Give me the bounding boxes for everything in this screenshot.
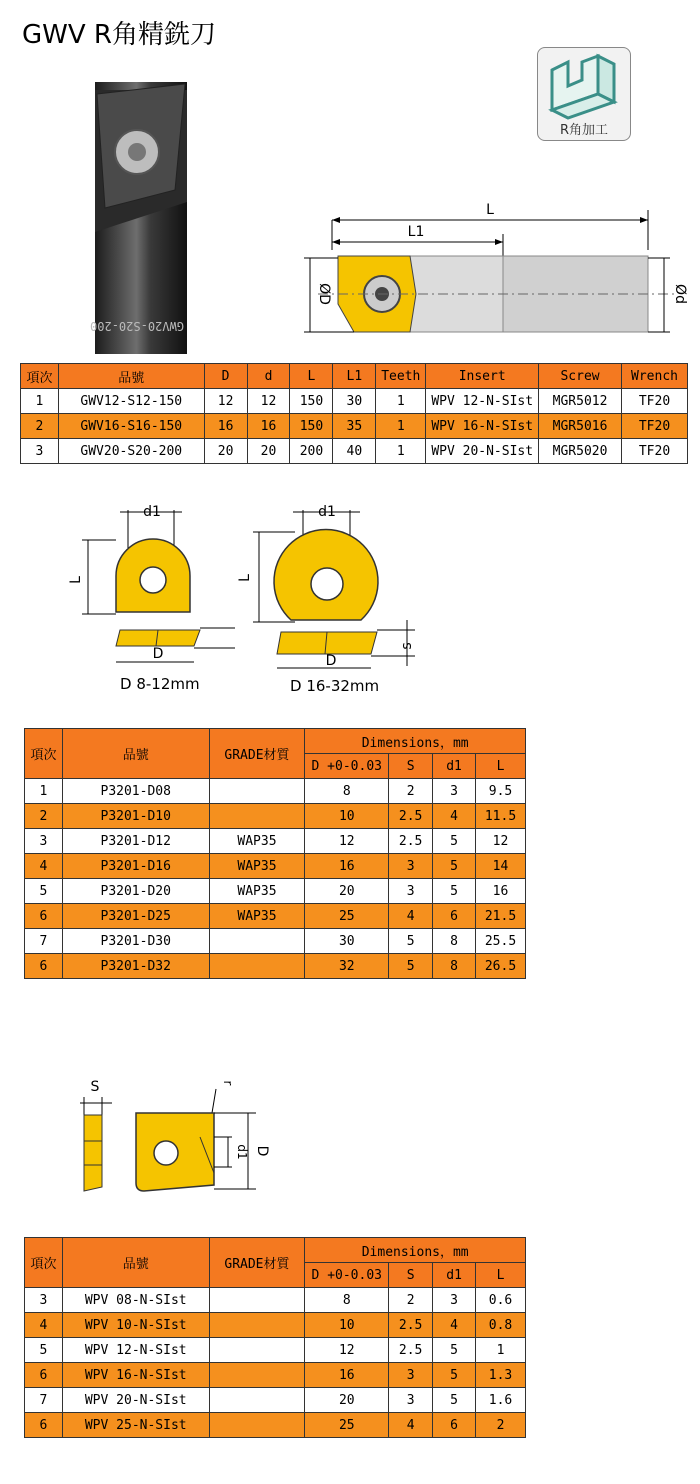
cell: WPV 16-N-SIst <box>426 414 539 439</box>
cell: WPV 08-N-SIst <box>62 1288 209 1313</box>
cell: 12 <box>204 389 247 414</box>
dim-S-label: S <box>90 1079 100 1095</box>
table-row <box>25 1363 526 1388</box>
cell: 25 <box>305 1413 389 1438</box>
cell <box>209 1313 305 1338</box>
header-cell: 項次 <box>25 1238 63 1288</box>
header-cell: Teeth <box>376 364 426 389</box>
cell: 12 <box>476 829 526 854</box>
cell: 150 <box>290 389 333 414</box>
cell: WPV 25-N-SIst <box>62 1413 209 1438</box>
insert-grade-table <box>24 728 526 979</box>
table-row <box>21 389 688 414</box>
cell: 2 <box>21 414 59 439</box>
cell: 1 <box>25 779 63 804</box>
header-cell: L <box>290 364 333 389</box>
table-row <box>25 954 526 979</box>
cell: 2.5 <box>389 1313 433 1338</box>
cell: 8 <box>433 954 476 979</box>
cell: 9.5 <box>476 779 526 804</box>
cell <box>209 804 305 829</box>
cell <box>209 779 305 804</box>
cell: 3 <box>25 829 63 854</box>
cell: 0.6 <box>476 1288 526 1313</box>
header-cell: 項次 <box>21 364 59 389</box>
cell: 6 <box>25 1363 63 1388</box>
badge-label: R角加工 <box>559 123 609 138</box>
cell: 2.5 <box>389 804 433 829</box>
cell: 4 <box>389 904 433 929</box>
cell: 5 <box>389 954 433 979</box>
cell: 2.5 <box>389 1338 433 1363</box>
dim-L1-label: L1 <box>407 224 425 240</box>
header-cell: L <box>476 1263 526 1288</box>
cell: 3 <box>433 1288 476 1313</box>
cell: 16 <box>305 854 389 879</box>
cell: WAP35 <box>209 829 305 854</box>
header-cell: GRADE材質 <box>209 729 305 779</box>
cell: 3 <box>389 1363 433 1388</box>
header-cell: d <box>247 364 290 389</box>
table-row <box>25 1288 526 1313</box>
table-header-row <box>21 364 688 389</box>
cell: 5 <box>25 1338 63 1363</box>
cell: 25 <box>305 904 389 929</box>
cell: 16 <box>247 414 290 439</box>
cell: WPV 20-N-SIst <box>62 1388 209 1413</box>
cell: 16 <box>476 879 526 904</box>
cell: 6 <box>25 954 63 979</box>
header-cell: Insert <box>426 364 539 389</box>
cell: P3201-D10 <box>62 804 209 829</box>
header-cell: Wrench <box>622 364 688 389</box>
cell: 3 <box>25 1288 63 1313</box>
header-cell: d1 <box>433 754 476 779</box>
dim-D-label: ØD <box>316 283 332 305</box>
cell <box>209 1388 305 1413</box>
insert-caption-large: D 16-32mm <box>290 677 380 695</box>
cell: WPV 12-N-SIst <box>62 1338 209 1363</box>
cell: GWV16-S16-150 <box>58 414 204 439</box>
cell: 32 <box>305 954 389 979</box>
dim-d1-label: d1 <box>143 504 161 520</box>
dim-r-label: r <box>221 1080 235 1086</box>
cell: 1.6 <box>476 1388 526 1413</box>
table-row <box>21 439 688 464</box>
cell: 6 <box>25 1413 63 1438</box>
cell: 3 <box>389 1388 433 1413</box>
cell: 20 <box>305 1388 389 1413</box>
cell: 12 <box>247 389 290 414</box>
insert-caption-small: D 8-12mm <box>120 675 200 693</box>
table-row <box>25 904 526 929</box>
cell: 20 <box>305 879 389 904</box>
header-cell: L <box>476 754 526 779</box>
header-cell: 品號 <box>62 1238 209 1288</box>
cell: TF20 <box>622 389 688 414</box>
table-row <box>25 779 526 804</box>
cell: 12 <box>305 829 389 854</box>
cell: WPV 20-N-SIst <box>426 439 539 464</box>
header-cell: 品號 <box>62 729 209 779</box>
table-row <box>25 854 526 879</box>
cell: TF20 <box>622 439 688 464</box>
cell: 5 <box>433 1338 476 1363</box>
cell: 40 <box>333 439 376 464</box>
table-row <box>25 1388 526 1413</box>
cell: 2 <box>25 804 63 829</box>
cell: MGR5012 <box>539 389 622 414</box>
cell: P3201-D08 <box>62 779 209 804</box>
cell: 6 <box>25 904 63 929</box>
wpv-insert-drawing <box>60 1075 280 1205</box>
cell: 3 <box>389 879 433 904</box>
cell: 2 <box>476 1413 526 1438</box>
cell: 8 <box>433 929 476 954</box>
cell: 25.5 <box>476 929 526 954</box>
cell <box>209 929 305 954</box>
dim-D-label: D <box>254 1145 270 1157</box>
cell: WAP35 <box>209 854 305 879</box>
cell: TF20 <box>622 414 688 439</box>
cell: 16 <box>305 1363 389 1388</box>
dim-L-label: L <box>486 202 494 218</box>
cell: 3 <box>21 439 59 464</box>
cell: 11.5 <box>476 804 526 829</box>
cell: 12 <box>305 1338 389 1363</box>
tool-drawing <box>298 200 690 350</box>
header-cell: 品號 <box>58 364 204 389</box>
cell: 30 <box>305 929 389 954</box>
cell: 6 <box>433 904 476 929</box>
page-title: GWV R角精銑刀 <box>22 20 216 50</box>
header-cell: Dimensions，mm <box>305 1238 526 1263</box>
cell: P3201-D12 <box>62 829 209 854</box>
cell: P3201-D25 <box>62 904 209 929</box>
cell: WAP35 <box>209 904 305 929</box>
table-header-row <box>25 1238 526 1263</box>
cell: WPV 10-N-SIst <box>62 1313 209 1338</box>
header-cell: Dimensions，mm <box>305 729 526 754</box>
cell: MGR5020 <box>539 439 622 464</box>
cell: 4 <box>25 854 63 879</box>
cell: P3201-D30 <box>62 929 209 954</box>
cell: GWV20-S20-200 <box>58 439 204 464</box>
header-cell: GRADE材質 <box>209 1238 305 1288</box>
cell: 10 <box>305 804 389 829</box>
cell <box>209 954 305 979</box>
cell: 4 <box>389 1413 433 1438</box>
dim-D-label: D <box>152 646 164 662</box>
cell: 1 <box>476 1338 526 1363</box>
table-header-row <box>25 729 526 754</box>
cell: 3 <box>389 854 433 879</box>
cell: 4 <box>433 1313 476 1338</box>
cell: WPV 12-N-SIst <box>426 389 539 414</box>
header-cell: d1 <box>433 1263 476 1288</box>
cell: 7 <box>25 1388 63 1413</box>
cell: 1 <box>21 389 59 414</box>
cell: GWV12-S12-150 <box>58 389 204 414</box>
cell: 7 <box>25 929 63 954</box>
cell: 5 <box>433 854 476 879</box>
cell: 1 <box>376 389 426 414</box>
cell: 1.3 <box>476 1363 526 1388</box>
header-cell: D +0-0.03 <box>305 1263 389 1288</box>
cell: 8 <box>305 1288 389 1313</box>
table-row <box>25 829 526 854</box>
cell: 21.5 <box>476 904 526 929</box>
tool-photo <box>75 82 205 354</box>
table-row <box>25 1338 526 1363</box>
header-cell: D +0-0.03 <box>305 754 389 779</box>
cell <box>209 1363 305 1388</box>
cell: P3201-D16 <box>62 854 209 879</box>
cell: WPV 16-N-SIst <box>62 1363 209 1388</box>
r-corner-badge <box>537 47 631 141</box>
cell: P3201-D32 <box>62 954 209 979</box>
cell <box>209 1338 305 1363</box>
table-row <box>25 1313 526 1338</box>
table-row <box>25 804 526 829</box>
header-cell: D <box>204 364 247 389</box>
cell: 200 <box>290 439 333 464</box>
cell <box>209 1288 305 1313</box>
cell: 2 <box>389 779 433 804</box>
cell: 2.5 <box>389 829 433 854</box>
cell: 16 <box>204 414 247 439</box>
cell: MGR5016 <box>539 414 622 439</box>
header-cell: Screw <box>539 364 622 389</box>
table-row <box>25 929 526 954</box>
table-row <box>25 1413 526 1438</box>
cell: 6 <box>433 1413 476 1438</box>
cell: 5 <box>433 829 476 854</box>
cell: 5 <box>25 879 63 904</box>
cell: 5 <box>433 1363 476 1388</box>
dim-L-label: L <box>237 574 253 582</box>
cell: 26.5 <box>476 954 526 979</box>
cell: 1 <box>376 414 426 439</box>
cell: 4 <box>433 804 476 829</box>
cell: 1 <box>376 439 426 464</box>
cell: 0.8 <box>476 1313 526 1338</box>
header-cell: 項次 <box>25 729 63 779</box>
cell: 5 <box>389 929 433 954</box>
cell: 150 <box>290 414 333 439</box>
cell: WAP35 <box>209 879 305 904</box>
dim-d1-label: d1 <box>318 504 336 520</box>
cell: 20 <box>204 439 247 464</box>
dim-L-label: L <box>68 576 84 584</box>
dim-s-label: s <box>399 642 415 650</box>
header-cell: S <box>389 754 433 779</box>
header-cell: L1 <box>333 364 376 389</box>
dim-d1-label: d1 <box>235 1144 249 1160</box>
table-row <box>21 414 688 439</box>
tool-spec-table <box>20 363 688 464</box>
cell: 14 <box>476 854 526 879</box>
cell: 3 <box>433 779 476 804</box>
cell: 20 <box>247 439 290 464</box>
cell: 10 <box>305 1313 389 1338</box>
cell: 35 <box>333 414 376 439</box>
cell: 2 <box>389 1288 433 1313</box>
dim-d-label: Ød <box>672 284 688 304</box>
wpv-insert-table <box>24 1237 526 1438</box>
table-row <box>25 879 526 904</box>
shank-engraving: GWV20-S20-200 <box>90 319 184 333</box>
r-groove-icon <box>538 50 630 120</box>
dim-D-label: D <box>325 653 337 669</box>
insert-drawing-large <box>235 498 425 678</box>
cell: 4 <box>25 1313 63 1338</box>
cell: 8 <box>305 779 389 804</box>
cell: P3201-D20 <box>62 879 209 904</box>
header-cell: S <box>389 1263 433 1288</box>
cell: 30 <box>333 389 376 414</box>
insert-drawing-small <box>70 498 240 698</box>
cell: 5 <box>433 1388 476 1413</box>
cell: 5 <box>433 879 476 904</box>
cell <box>209 1413 305 1438</box>
